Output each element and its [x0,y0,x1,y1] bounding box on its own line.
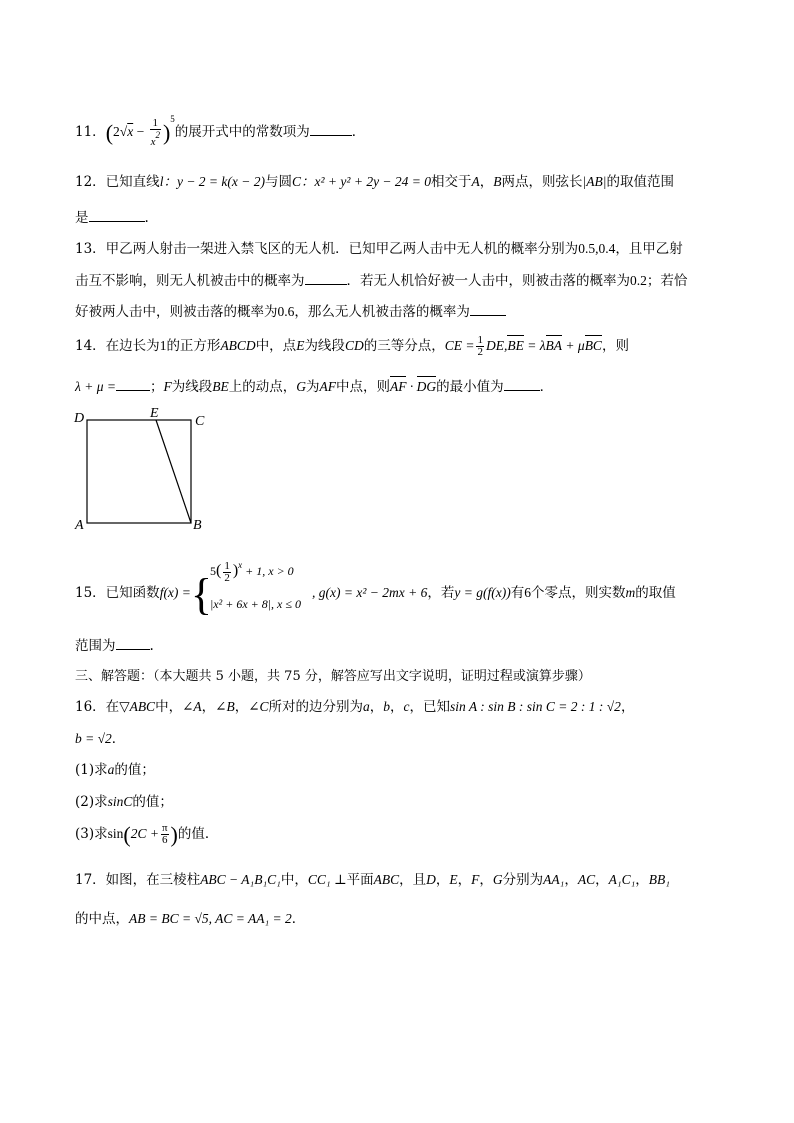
piecewise-case-1: 5( $\frac{1}{2}$ )$^x$ + 1, x > 0 [210,559,294,584]
question-12-line-2: 是 . [75,210,149,226]
label-a: A [75,518,84,533]
q14-answer-blank-2[interactable] [504,378,540,391]
q12-line-equation: y − 2 = k(x − 2) [176,174,265,189]
question-15-line-2: 范围为 . [75,638,154,654]
square-figure [70,405,220,535]
label-b: B [193,518,202,533]
question-13-line-1: 13．甲乙两人射击一架进入禁飞区的无人机．已知甲乙两人击中无人机的概率分别为0.5,0.4，且甲乙射 [75,241,683,257]
label-d: D [74,411,85,426]
question-13-line-3: 好被两人击中，则被击落的概率为0.6，那么无人机被击落的概率为 [75,300,506,320]
q13-answer-blank-1[interactable] [305,272,347,285]
question-11: 11．(2√x − $\frac{1}{x^2}$ )$^5$的展开式中的常数项为 ． [75,114,366,148]
question-14-line-1: 14．在边长为1的正方形ABCD中，点E为线段CD的三等分点，CE = $\frac{1}{2}$ DE,BE = λBA + μBC，则 [75,334,629,358]
question-13-line-2: 击互不影响，则无人机被击中的概率为 ．若无人机恰好被一人击中，则被击落的概率为0.2；若恰 [75,273,688,289]
section-3-heading: 三、解答题：（本大题共 5 小题，共 75 分，解答应写出文字说明，证明过程或演算步骤） [75,669,591,684]
question-14-line-2: λ + μ = ；F为线段BE上的动点，G为AF中点，则AF · DG的最小值为 ． [75,379,554,395]
question-16-part-3: (3)求sin(2C + $\frac{\pi}{6}$ )的值． [75,822,219,847]
q11-number: 11． [75,124,106,140]
question-16-line-1: 16．在▽ABC中，∠A，∠B，∠C所对的边分别为a，b，c，已知sin A : sin B : sin C = 2 : 1 : √2， [75,699,635,715]
segment-be [156,420,191,523]
question-15: 15．已知函数f(x) ={ , g(x) = x² − 2mx + 6，若y = g(f(x))有6个零点，则实数m的取值 [75,570,676,619]
piecewise-case-2: |x² + 6x + 8|, x ≤ 0 [210,597,301,611]
question-17-line-2: 的中点，AB = BC = √5, AC = AA₁ = 2． [75,911,306,927]
question-12: 12．已知直线l：y − 2 = k(x − 2)与圆C：x² + y² + 2y − 24 = 0相交于A，B两点，则弦长|AB|的取值范围 [75,174,674,190]
q11-answer-blank[interactable] [310,123,352,136]
question-16-part-2: (2)求sinC的值； [75,794,173,810]
label-c: C [195,414,205,429]
q12-answer-blank[interactable] [89,209,145,222]
q11-text: 的展开式中的常数项为 [174,124,310,140]
q14-answer-blank-1[interactable] [116,378,150,391]
square-abcd [87,420,191,523]
q13-answer-blank-2[interactable] [470,303,506,316]
question-16-line-2: b = √2． [75,731,126,747]
question-17-line-1: 17．如图，在三棱柱ABC − A₁B₁C₁中，CC₁ ⊥平面ABC，且D，E，F，G分别为AA₁，AC，A₁C₁，BB₁ [75,872,670,888]
q12-circle-equation: x² + y² + 2y − 24 = 0 [314,174,432,189]
question-16-part-1: (1)求a的值； [75,762,155,778]
q11-exponent: 5 [170,114,175,124]
label-e: E [150,406,159,421]
q15-answer-blank[interactable] [116,637,150,650]
q16-ratio: sin A : sin B : sin C = 2 : 1 : √2 [450,699,621,714]
